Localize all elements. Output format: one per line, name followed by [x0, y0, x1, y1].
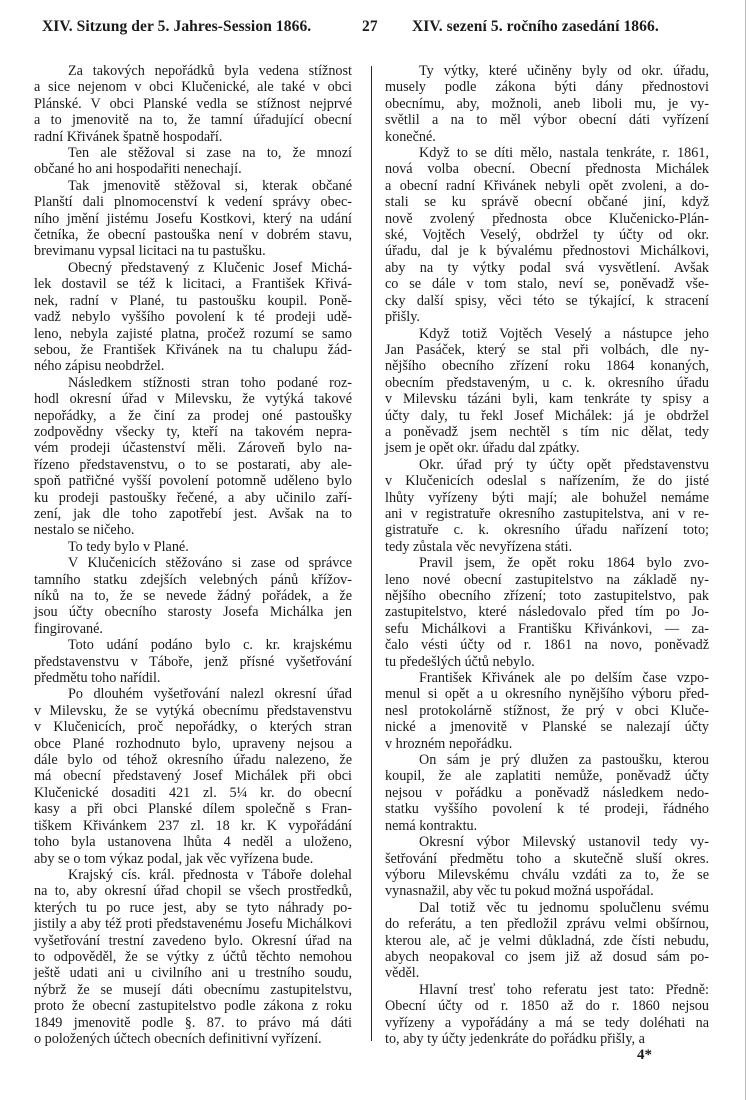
text-line: hodl okresní úřad v Milevsku, že vytýká takové [34, 391, 352, 408]
text-line: představenstvu v Táboře, jenž přísné vyšetřování [34, 653, 352, 670]
text-line: tiškem Křivánkem 237 zl. 18 kr. K vypořádání [34, 817, 352, 834]
text-line: účty daly, tu řekl Josef Michálek: já je obdržel [385, 407, 709, 424]
text-line: koupil, že ale zaplatiti nemůže, poněvadž účty [385, 768, 709, 785]
text-line: toho byla ustanovena lhůta 4 neděl a uloženo, [34, 834, 352, 851]
text-line: v Milevsku tázáni byli, kam tenkráte ty spisy a [385, 391, 709, 408]
text-line: Dal totiž věc tu jednomu spolučlenu svému [419, 899, 709, 916]
text-line: tedy zůstala věc nevyřízena státi. [385, 538, 573, 555]
text-line: musely podle zákona býti dány přednostovi [385, 79, 709, 96]
text-line: ské, Vojtěch Veselý, obdržel ty účty od okr. [385, 227, 709, 244]
text-line: přišly. [385, 309, 420, 326]
text-line: co se dále v tom stalo, neví se, poněvadž vše- [385, 276, 709, 293]
text-line: vyšetřování trestní zavedeno bylo. Okresní úřad na [34, 932, 352, 949]
text-line: světlil a na to měl výbor obecní dáti vyřízení [385, 112, 709, 129]
text-line: vém prodeji účastenství měli. Zároveň bylo na- [34, 440, 352, 457]
text-line: To tedy bylo v Plané. [68, 538, 189, 555]
text-line: v Klučenicích odeslal s nařízením, že do jisté [385, 473, 709, 490]
paragraph [385, 900, 709, 982]
text-line: cky další spisy, věci této se týkající, k stracení [385, 292, 709, 309]
paragraph [34, 178, 352, 260]
paragraph [34, 555, 352, 637]
text-line: V Klučenicích stěžováno si zase od správce [68, 555, 352, 572]
text-line: nesl protokolárně stížnost, že prý v obci Kluče- [385, 702, 709, 719]
text-line: brevimanu vypsal licitaci na tu pastušku. [34, 243, 266, 260]
text-line: Po dlouhém vyšetřování nalezl okresní úřad [68, 686, 352, 703]
signature-mark: 4* [637, 1047, 652, 1063]
text-line: četníka, že obecní pastouška není v dobrém stavu, [34, 227, 352, 244]
header-czech-title: XIV. sezení 5. ročního zasedání 1866. [412, 18, 659, 35]
text-line: leno nové obecní zastupitelstvo na základě ny- [385, 571, 709, 588]
text-line: má obecní představený Josef Michálek při obci [34, 768, 352, 785]
text-line: leno, nebyla zajisté platna, pročež rozumí se samo [34, 325, 352, 342]
text-line: vyřízeny a vypořádány a má se tedy doléhati na [385, 1014, 709, 1031]
text-line: šetřování předmětu toho a skutečně sluší okres. [385, 850, 709, 867]
paragraph [385, 752, 709, 834]
text-line: Následkem stížnosti stran toho podané roz- [68, 374, 352, 391]
text-line: Když to se díti mělo, nastala tenkráte, r. 1861, [419, 145, 709, 162]
text-line: dále bylo od téhož okresního úřadu nalezeno, že [34, 752, 352, 769]
text-line: úřadu, dal je k bývalému přednostovi Michálkovi, [385, 243, 709, 260]
text-line: a obecní radní Křivánek nebyli opět zvoleni, a do- [385, 177, 709, 194]
text-line: jsem je opět okr. úřadu dal zpátky. [385, 440, 580, 457]
text-line: jsou účty obecního starosty Josefa Michálka jen [34, 604, 352, 621]
text-line: níků na to, že se nevede žádný pořádek, a že [34, 588, 352, 604]
text-line: nýbrž že se musejí dáti obecnímu zastupitelstvu, [34, 981, 352, 998]
text-line: sefu Michálkovi a Františku Křivánkovi, — za- [385, 620, 709, 637]
text-line: ního jmění jistému Josefu Kostkovi, který na udání [34, 210, 352, 227]
text-line: vynasnažil, aby věc tu pokud možná uspořádal. [385, 883, 654, 900]
paragraph [385, 457, 709, 555]
text-line: Tak jmenovitě stěžoval si, kterak občané [68, 177, 352, 194]
text-line: Okr. úřad prý ty účty opět představenstvu [419, 456, 709, 473]
text-line: předmětu toho nařídil. [34, 670, 161, 687]
text-line: sebou, že František Křivánek na tu chalupu žád- [34, 341, 352, 358]
text-line: gistratuře c. k. okresního úřadu nařízení toto; [385, 522, 709, 539]
text-line: On sám je prý dlužen za pastoušku, kterou [419, 752, 709, 769]
paragraph [385, 145, 709, 325]
text-line: nek, radní v Plané, tu pastoušku koupil. Poně- [34, 292, 352, 309]
text-line: spoň patřičné vyšší povolení potomně uděleno bylo [34, 473, 352, 490]
text-line: a poněvadž jsem nechtěl s tím nic dělat, tedy [385, 423, 709, 440]
text-line: 1849 jmenovitě podle §. 87. to právo má dáti [34, 1014, 352, 1031]
text-line: Ty výtky, které učiněny byly od okr. úřadu, [419, 63, 709, 79]
text-line: Ten ale stěžoval si zase na to, že mnozí [68, 145, 352, 162]
text-line: obecním představeným, u c. k. okresního úřadu [385, 374, 709, 391]
text-line: Plánské. V obci Planské vedla se stížnost nejprvé [34, 95, 352, 112]
text-line: Pravil jsem, že opět roku 1864 bylo zvo- [419, 555, 709, 572]
paragraph [385, 326, 709, 457]
text-line: kterých tu po ruce jest, aby se tyto náhrady po- [34, 899, 352, 916]
text-line: výboru Milevskému chválu vzdáti za to, že se [385, 866, 709, 883]
text-line: to, aby ty účty jedenkráte do pořádku přišly, a [385, 1030, 645, 1047]
text-line: to odpověděl, že se výtky z účtů těchto nemohou [34, 948, 352, 965]
text-line: nějšího obecního zřízení; toto zastupitelstvo, pak [385, 588, 709, 604]
right-column [385, 63, 709, 1047]
text-line: a to jmenovitě na to, že tamní úřadující obecní [34, 112, 352, 129]
text-line: Jan Pasáček, který se stal při volbách, dle ny- [385, 341, 709, 358]
text-line: lek dostavil se též k licitaci, a František Křivá- [34, 276, 352, 293]
paragraph [34, 637, 352, 686]
text-line: Obecný představený z Klučenic Josef Michá- [68, 259, 352, 276]
text-line: Když totiž Vojtěch Veselý a nástupce jeho [419, 325, 709, 342]
text-line: do referátu, a ten předložil zprávu velmi obšírnou, [385, 916, 709, 933]
text-line: v Klučenicích, proč nepořádky, o kterých stran [34, 719, 352, 736]
running-header [0, 18, 750, 40]
text-line: Planští dali plnomocenství k vedení správy obec- [34, 194, 352, 211]
text-line: stali se ku správě obecní občané jiní, když [385, 194, 709, 211]
paragraph [34, 63, 352, 145]
text-line: Za takových nepořádků byla vedena stížnost [68, 63, 352, 79]
text-line: proto že obecní zastupitelstvo podle zákona z roku [34, 998, 352, 1015]
text-line: Klučenické dosaditi 421 zl. 5¼ kr. do obecní [34, 784, 352, 801]
text-line: Obecní účty od r. 1850 až do r. 1860 nejsou [385, 998, 709, 1015]
text-line: na to, aby okresní úřad chopil se všech prostředků, [34, 883, 352, 900]
text-line: radní Křivánek špatně hospodaří. [34, 128, 223, 145]
paragraph [34, 539, 352, 555]
text-line: aby se o tom výkaz podal, jak věc vyřízena bude. [34, 850, 314, 867]
text-line: nepořádky, a že činí za prodej oné pastoušky [34, 407, 352, 424]
text-line: fingirované. [34, 620, 103, 637]
text-line: kterou ale, ač je velmi důkladná, zde čísti nebudu, [385, 932, 709, 949]
text-line: konečné. [385, 128, 436, 145]
text-line: v hrozném nepořádku. [385, 735, 513, 752]
text-line: čalo vésti účty od r. 1861 na novo, poněvadž [385, 637, 709, 654]
text-line: a sice nejenom v obci Klučenické, ale také v obci [34, 79, 352, 96]
text-line: nické a jmenovitě v Planské se nalezají účty [385, 719, 709, 736]
text-line: v Milevsku, že se vytýká obecnímu představenstvu [34, 702, 352, 719]
page-number: 27 [362, 18, 378, 35]
paragraph [385, 834, 709, 900]
header-german-title: XIV. Sitzung der 5. Jahres-Session 1866. [42, 18, 312, 35]
text-line: obce Plané rozhodnuto bylo, upraveny nejsou a [34, 735, 352, 752]
text-line: obecnímu, aby, možnoli, aneb liboli mu, je vy- [385, 95, 709, 112]
text-line: občané ho ani hospodařiti nenechají. [34, 161, 242, 178]
paragraph [385, 670, 709, 752]
text-line: tu předešlých účtů nebylo. [385, 653, 535, 670]
text-line: vadž nebylo vyššího povolení k té prodeji udě- [34, 309, 352, 326]
text-line: věděl. [385, 965, 420, 982]
text-line: jistily a aby též proti představenému Josefu Michálkovi [34, 916, 352, 933]
text-line: nově zvolený přednosta obce Klučenicko-Plán- [385, 210, 709, 227]
paragraph [34, 145, 352, 178]
text-line: o položených účtech obecních definitivní vyřízení. [34, 1030, 322, 1047]
text-line: nejsou v pořádku a poněvadž následkem nedo- [385, 784, 709, 801]
text-line: Okresní výbor Milevský ustanovil tedy vy- [419, 834, 709, 851]
left-column [34, 63, 352, 1047]
paragraph [385, 982, 709, 1048]
text-line: aby na ty výtky podal svá vysvětlení. Avšak [385, 259, 709, 276]
column-divider [371, 66, 372, 1041]
text-line: tamního statku zdejších velebných pánů křížov- [34, 571, 352, 588]
paragraph [34, 867, 352, 1047]
page-edge [745, 0, 746, 1100]
text-line: ného zápisu neobdržel. [34, 358, 165, 375]
text-line: ještě udati ani u civilního ani u trestního soudu, [34, 965, 352, 982]
text-line: nemá kontraktu. [385, 817, 478, 834]
text-line: statku vyššího povolení k té prodeji, řádného [385, 801, 709, 818]
paragraph [34, 260, 352, 375]
text-line: zení, jak dle toho zapotřebí jest. Avšak na to [34, 505, 352, 522]
text-line: ku prodeji pastoušky řečené, a aby učinilo zaří- [34, 489, 352, 506]
paragraph [34, 375, 352, 539]
text-line: řízeno představenstvu, o to se postarati, aby ale- [34, 456, 352, 473]
text-line: nestalo se ničeho. [34, 522, 135, 539]
text-line: menul si opět a u okresního nynějšího výboru před- [385, 686, 709, 703]
text-line: zastupitelstvo, které následovalo před tím po Jo- [385, 604, 709, 621]
text-line: abych neopakoval co jsem již až dosud sám po- [385, 948, 709, 965]
text-line: kasy a při obci Planské dílem společně s Fran- [34, 801, 352, 818]
text-line: nová volba obecní. Obecní přednosta Michálek [385, 161, 709, 178]
text-line: zodpovědny všecky ty, kteří na takovém nepra- [34, 423, 352, 440]
paragraph [34, 686, 352, 866]
text-line: ani v registratuře okresního zastupitelstva, ani v re- [385, 505, 709, 522]
text-line: Krajský cís. král. přednosta v Táboře dolehal [68, 866, 352, 883]
paragraph [385, 63, 709, 145]
text-line: lhůty vyřízeny býti mají; ale bohužel nemáme [385, 489, 709, 506]
text-line: Toto udání podáno bylo c. kr. krajskému [68, 637, 352, 654]
text-line: František Křivánek ale po delším čase vzpo- [419, 670, 709, 687]
text-line: nějšího obecního zřízení roku 1864 konaných, [385, 358, 709, 375]
paragraph [385, 555, 709, 670]
text-line: Hlavní tresť toho referatu jest tato: Předně: [419, 981, 709, 998]
